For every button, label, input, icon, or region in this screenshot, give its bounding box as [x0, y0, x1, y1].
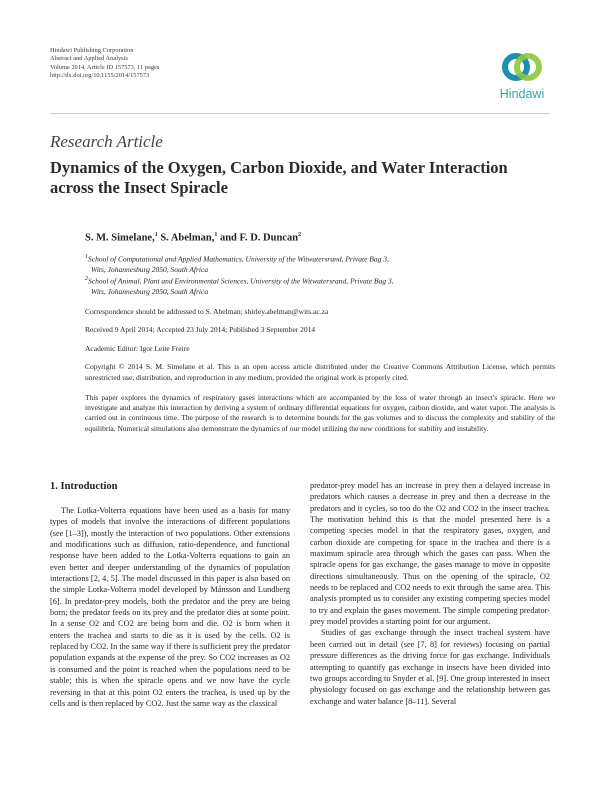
- affiliation-mark: 1: [85, 254, 88, 260]
- affiliation-mark: 2: [85, 276, 88, 282]
- paragraph: Studies of gas exchange through the insect tracheal system have been carried out in detail (see [7, 8] for reviews) focusing on partial pressure differences as the driving force for gas exchange. Individuals attempting to quantify gas exchange in insects have been divided into two groups according to Snyder et al. [9]. One group interested in insect physiology focused on gas exchange and the relationship between gas exchange and water balance [8–11]. Several: [310, 628, 550, 706]
- academic-editor: Academic Editor: Igor Leite Freire: [85, 344, 190, 353]
- article-type: Research Article: [50, 132, 163, 151]
- header-divider: [50, 113, 550, 114]
- journal-header: [50, 47, 159, 81]
- publisher-name: Hindawi Publishing Corporation: [50, 47, 134, 54]
- article-title: Dynamics of the Oxygen, Carbon Dioxide, and Water Interaction across the Insect Spiracle: [50, 158, 508, 197]
- correspondence: Correspondence should be addressed to S. Abelman; shirley.abelman@wits.ac.za: [85, 307, 329, 316]
- affiliation-line: Wits, Johannesburg 2050, South Africa: [91, 287, 209, 296]
- journal-name: Abstract and Applied Analysis: [50, 55, 128, 63]
- author-name: and F. D. Duncan: [219, 232, 299, 244]
- right-column: [310, 480, 550, 707]
- paragraph: The Lotka-Volterra equations have been used as a basis for many types of models that involve the interactions of different populations (see [1–3]), mostly the interaction of two populations. Other extensions and modifications such as diffusion, ratio-dependence, and functional response have been added to the Lotka-Volterra equations to gain an even better and deeper understanding of the dynamics of population interactions [2, 4, 5]. The model discussed in this paper is also based on the simple Lotka-Volterra model developed by Månsson and Lundberg [6]. In predator-prey models, both the predator and the prey are being born; the predator feeds on its prey and the predator dies at some point. In a sense O2 and CO2 are being born and die. O2 is born when it enters the trachea and starts to die as it is used by the cells. O2 is replaced by CO2. In the same way if there is sufficient prey the predator population expands at the expense of the prey. So CO2 increases as O2 is consumed and the point is reached when the populations need to be stable; this is when the spiracle opens and we now have the cycle reversing in that at this point O2 enters the trachea, is used up by the cells and is then replaced by CO2. Just the same way as the classical: [50, 506, 290, 708]
- author-affiliation-mark: 1: [154, 232, 158, 238]
- author-affiliation-mark: 2: [298, 232, 302, 238]
- publication-dates: Received 9 April 2014; Accepted 23 July 2014; Published 3 September 2014: [85, 325, 316, 334]
- affiliation: [85, 252, 550, 276]
- doi-link[interactable]: http://dx.doi.org/10.1155/2014/157573: [50, 72, 150, 80]
- hindawi-logo-icon: [494, 47, 550, 87]
- affiliation-line: School of Animal, Plant and Environmental Sciences, University of the Witwatersrand, Private Bag 3,: [88, 276, 394, 286]
- author-name: S. M. Simelane,: [85, 232, 155, 244]
- logo-wordmark: Hindawi: [499, 87, 545, 101]
- abstract: This paper explores the dynamics of respiratory gases interactions which are accompanied by the loss of water through an insect's spiracle. Here we investigate and analyze this interaction by deriving a system of ordinary differential equations for oxygen, carbon dioxide, and water vapor. The analysis is carried out in continuous time. The purpose of the research is to determine bounds for the gas volumes and to discuss the complexity and stability of the equilibria. Numerical simulations also demonstrate the dynamics of our model utilizing the new conditions for stability and instability.: [85, 393, 555, 433]
- section-heading: 1. Introduction: [50, 481, 118, 492]
- affiliation-line: School of Computational and Applied Mathematics, University of the Witwatersrand, Private Bag 3,: [88, 254, 389, 264]
- author-list: [85, 232, 301, 244]
- copyright-notice: Copyright © 2014 S. M. Simelane et al. This is an open access article distributed under the Creative Commons Attribution License, which permits unrestricted use, distribution, and reproduction in any medium, provided the original work is properly cited.: [85, 362, 555, 382]
- affiliation-line: Wits, Johannesburg 2050, South Africa: [91, 265, 209, 274]
- author-affiliation-mark: 1: [214, 232, 218, 238]
- author-name: S. Abelman,: [160, 232, 215, 244]
- left-column: [50, 505, 290, 709]
- paragraph: predator-prey model has an increase in prey then a delayed increase in predators which causes a decrease in prey and then a decrease in the predators and it cycles, so too do the O2 and CO2 in the insect trachea. The motivation behind this is that the model presented here is a competing species model in that the respiratory gases, oxygen, and carbon dioxide are competing for space in the trachea and there is a maximum spiracle area through which the gases can pass. When the spiracle opens for gas exchange, the gases manage to move in opposite directions simultaneously. Thus on the opening of the spiracle, O2 needs to be replaced and CO2 needs to exit through the same area. This analysis prompted us to consider any existing competing species model to try and explain the gases movement. The simple competing predator-prey model provides a starting point for our argument.: [310, 481, 550, 627]
- volume-info: Volume 2014, Article ID 157573, 11 pages: [50, 63, 160, 71]
- hindawi-logo: [494, 47, 550, 105]
- affiliation: [85, 274, 550, 298]
